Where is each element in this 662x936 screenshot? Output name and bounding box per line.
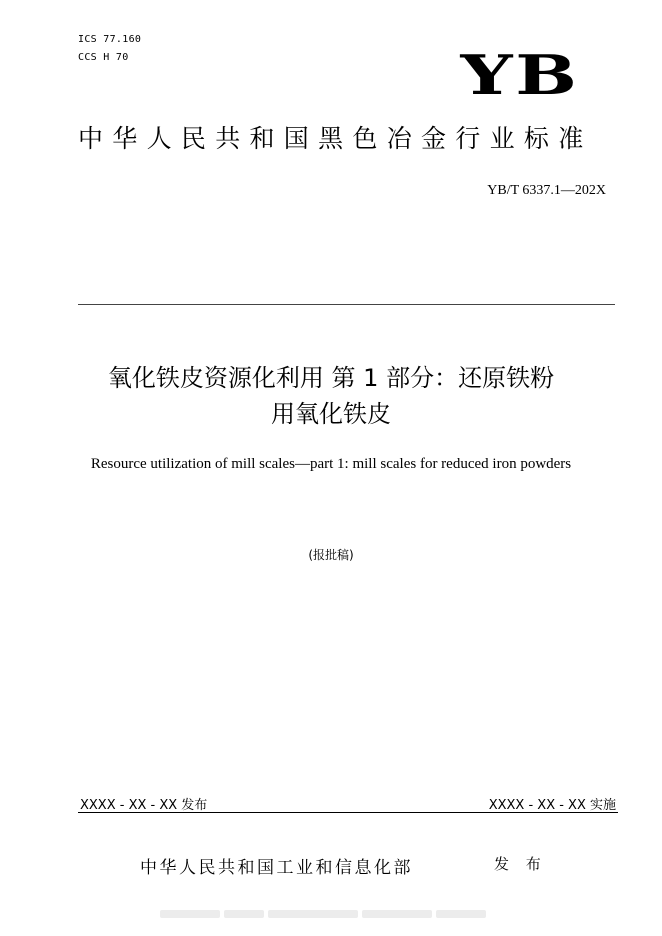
title-chinese-line-2: 用氧化铁皮	[271, 400, 391, 428]
standard-type-heading: 中华人民共和国黑色冶金行业标准	[78, 124, 593, 153]
title-chinese-line-1: 氧化铁皮资源化利用 第 1 部分：还原铁粉	[107, 364, 555, 392]
issue-date: XXXX - XX - XX 发布	[80, 798, 208, 813]
top-divider	[78, 304, 615, 305]
standard-number: YB/T 6337.1—202X	[487, 183, 606, 198]
publisher: 中华人民共和国工业和信息化部	[140, 858, 413, 878]
title-chinese	[40, 360, 622, 432]
ccs-code: CCS H 70	[78, 52, 129, 63]
title-english: Resource utilization of mill scales—part 1: mill scales for reduced iron powders	[90, 456, 572, 472]
implementation-date: XXXX - XX - XX 实施	[488, 798, 616, 813]
faint-watermark	[160, 903, 510, 919]
yb-logo: YB	[460, 43, 580, 107]
ics-code: ICS 77.160	[78, 34, 142, 45]
publish-label: 发 布	[494, 855, 547, 873]
bottom-divider	[78, 812, 618, 813]
draft-status: (报批稿)	[308, 548, 354, 562]
